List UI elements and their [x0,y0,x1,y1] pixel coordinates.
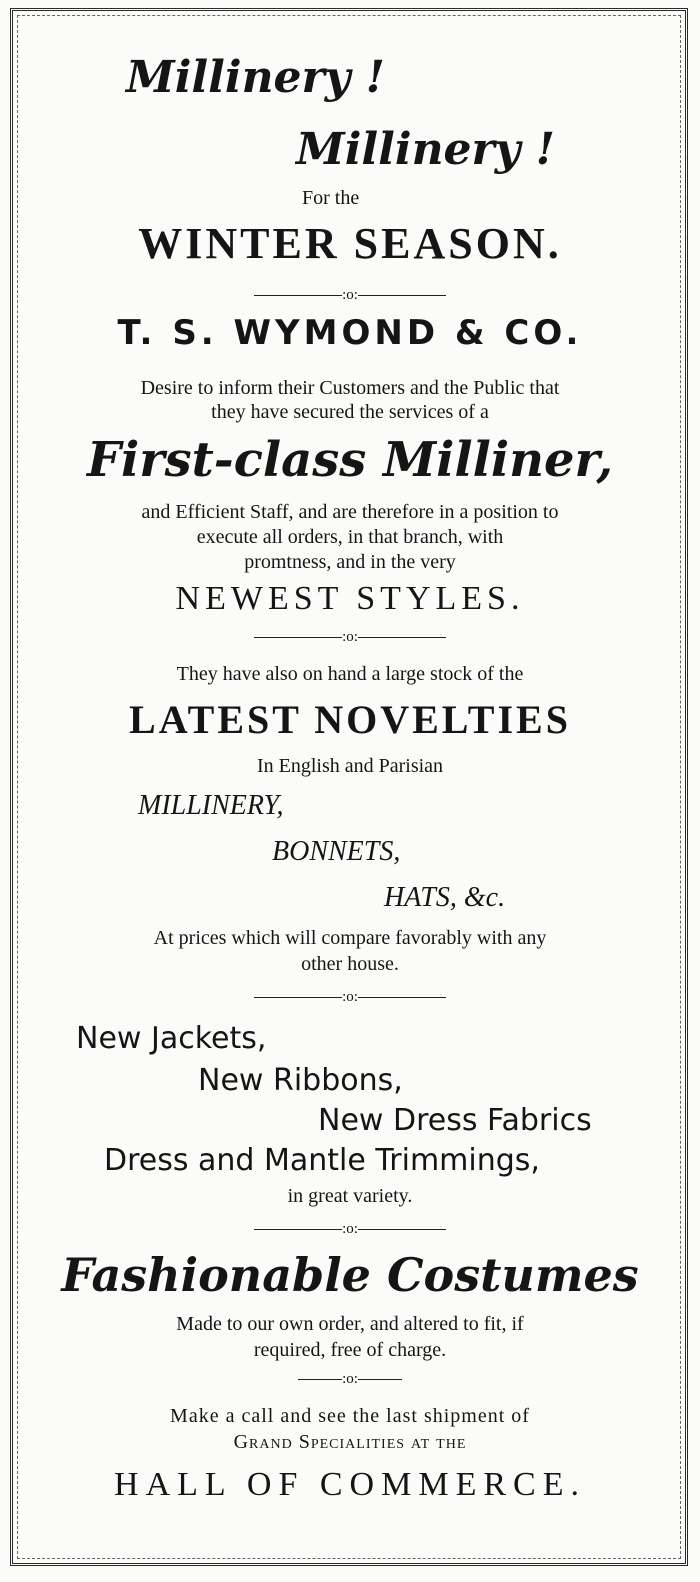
great-variety-text: in great variety. [287,1185,413,1207]
separator-mark: :o: [342,1221,358,1237]
separator [0,1372,700,1387]
headline-millinery-2: Millinery ! [296,124,555,175]
winter-season-heading: WINTER SEASON. [138,219,562,268]
separator [0,1222,700,1237]
separator [0,630,700,645]
prices-line-2: other house. [301,953,399,975]
staff-line-2: execute all orders, in that branch, with [196,526,504,548]
stock-line: They have also on hand a large stock of the [176,663,524,685]
call-line-1: Make a call and see the last shipment of [170,1405,530,1427]
latest-novelties-heading: LATEST NOVELTIES [129,697,571,742]
dress-mantle-trimmings: Dress and Mantle Trimmings, [104,1143,540,1178]
item-hats: HATS, &c. [384,882,506,913]
hall-of-commerce-heading: HALL OF COMMERCE. [114,1466,586,1503]
headline-millinery-1: Millinery ! [126,52,385,103]
separator [0,990,700,1005]
new-dress-fabrics: New Dress Fabrics [318,1103,592,1138]
new-jackets: New Jackets, [76,1021,267,1056]
separator [0,288,700,303]
fashionable-costumes-heading: Fashionable Costumes [61,1248,639,1302]
intro-line-2: they have secured the services of a [211,401,489,423]
separator-mark: :o: [342,1371,358,1387]
prices-line-1: At prices which will compare favorably with any [153,927,547,949]
item-millinery: MILLINERY, [138,790,284,821]
made-line-2: required, free of charge. [253,1339,447,1361]
call-line-2: Grand Specialities at the [233,1431,467,1453]
separator-mark: :o: [342,989,358,1005]
for-the-text: For the [302,187,360,209]
staff-line-1: and Efficient Staff, and are therefore in a position to [141,501,559,523]
first-class-milliner-heading: First-class Milliner, [86,432,614,488]
separator-mark: :o: [342,287,358,303]
firm-name: T. S. WYMOND & CO. [117,313,583,353]
made-line-1: Made to our own order, and altered to fit, if [176,1313,524,1335]
english-parisian-text: In English and Parisian [256,755,444,777]
new-ribbons: New Ribbons, [198,1063,403,1098]
staff-line-3: promtness, and in the very [244,551,456,573]
separator-mark: :o: [342,629,358,645]
newest-styles-heading: NEWEST STYLES. [175,580,525,617]
item-bonnets: BONNETS, [272,836,401,867]
intro-line-1: Desire to inform their Customers and the Public that [140,377,560,399]
